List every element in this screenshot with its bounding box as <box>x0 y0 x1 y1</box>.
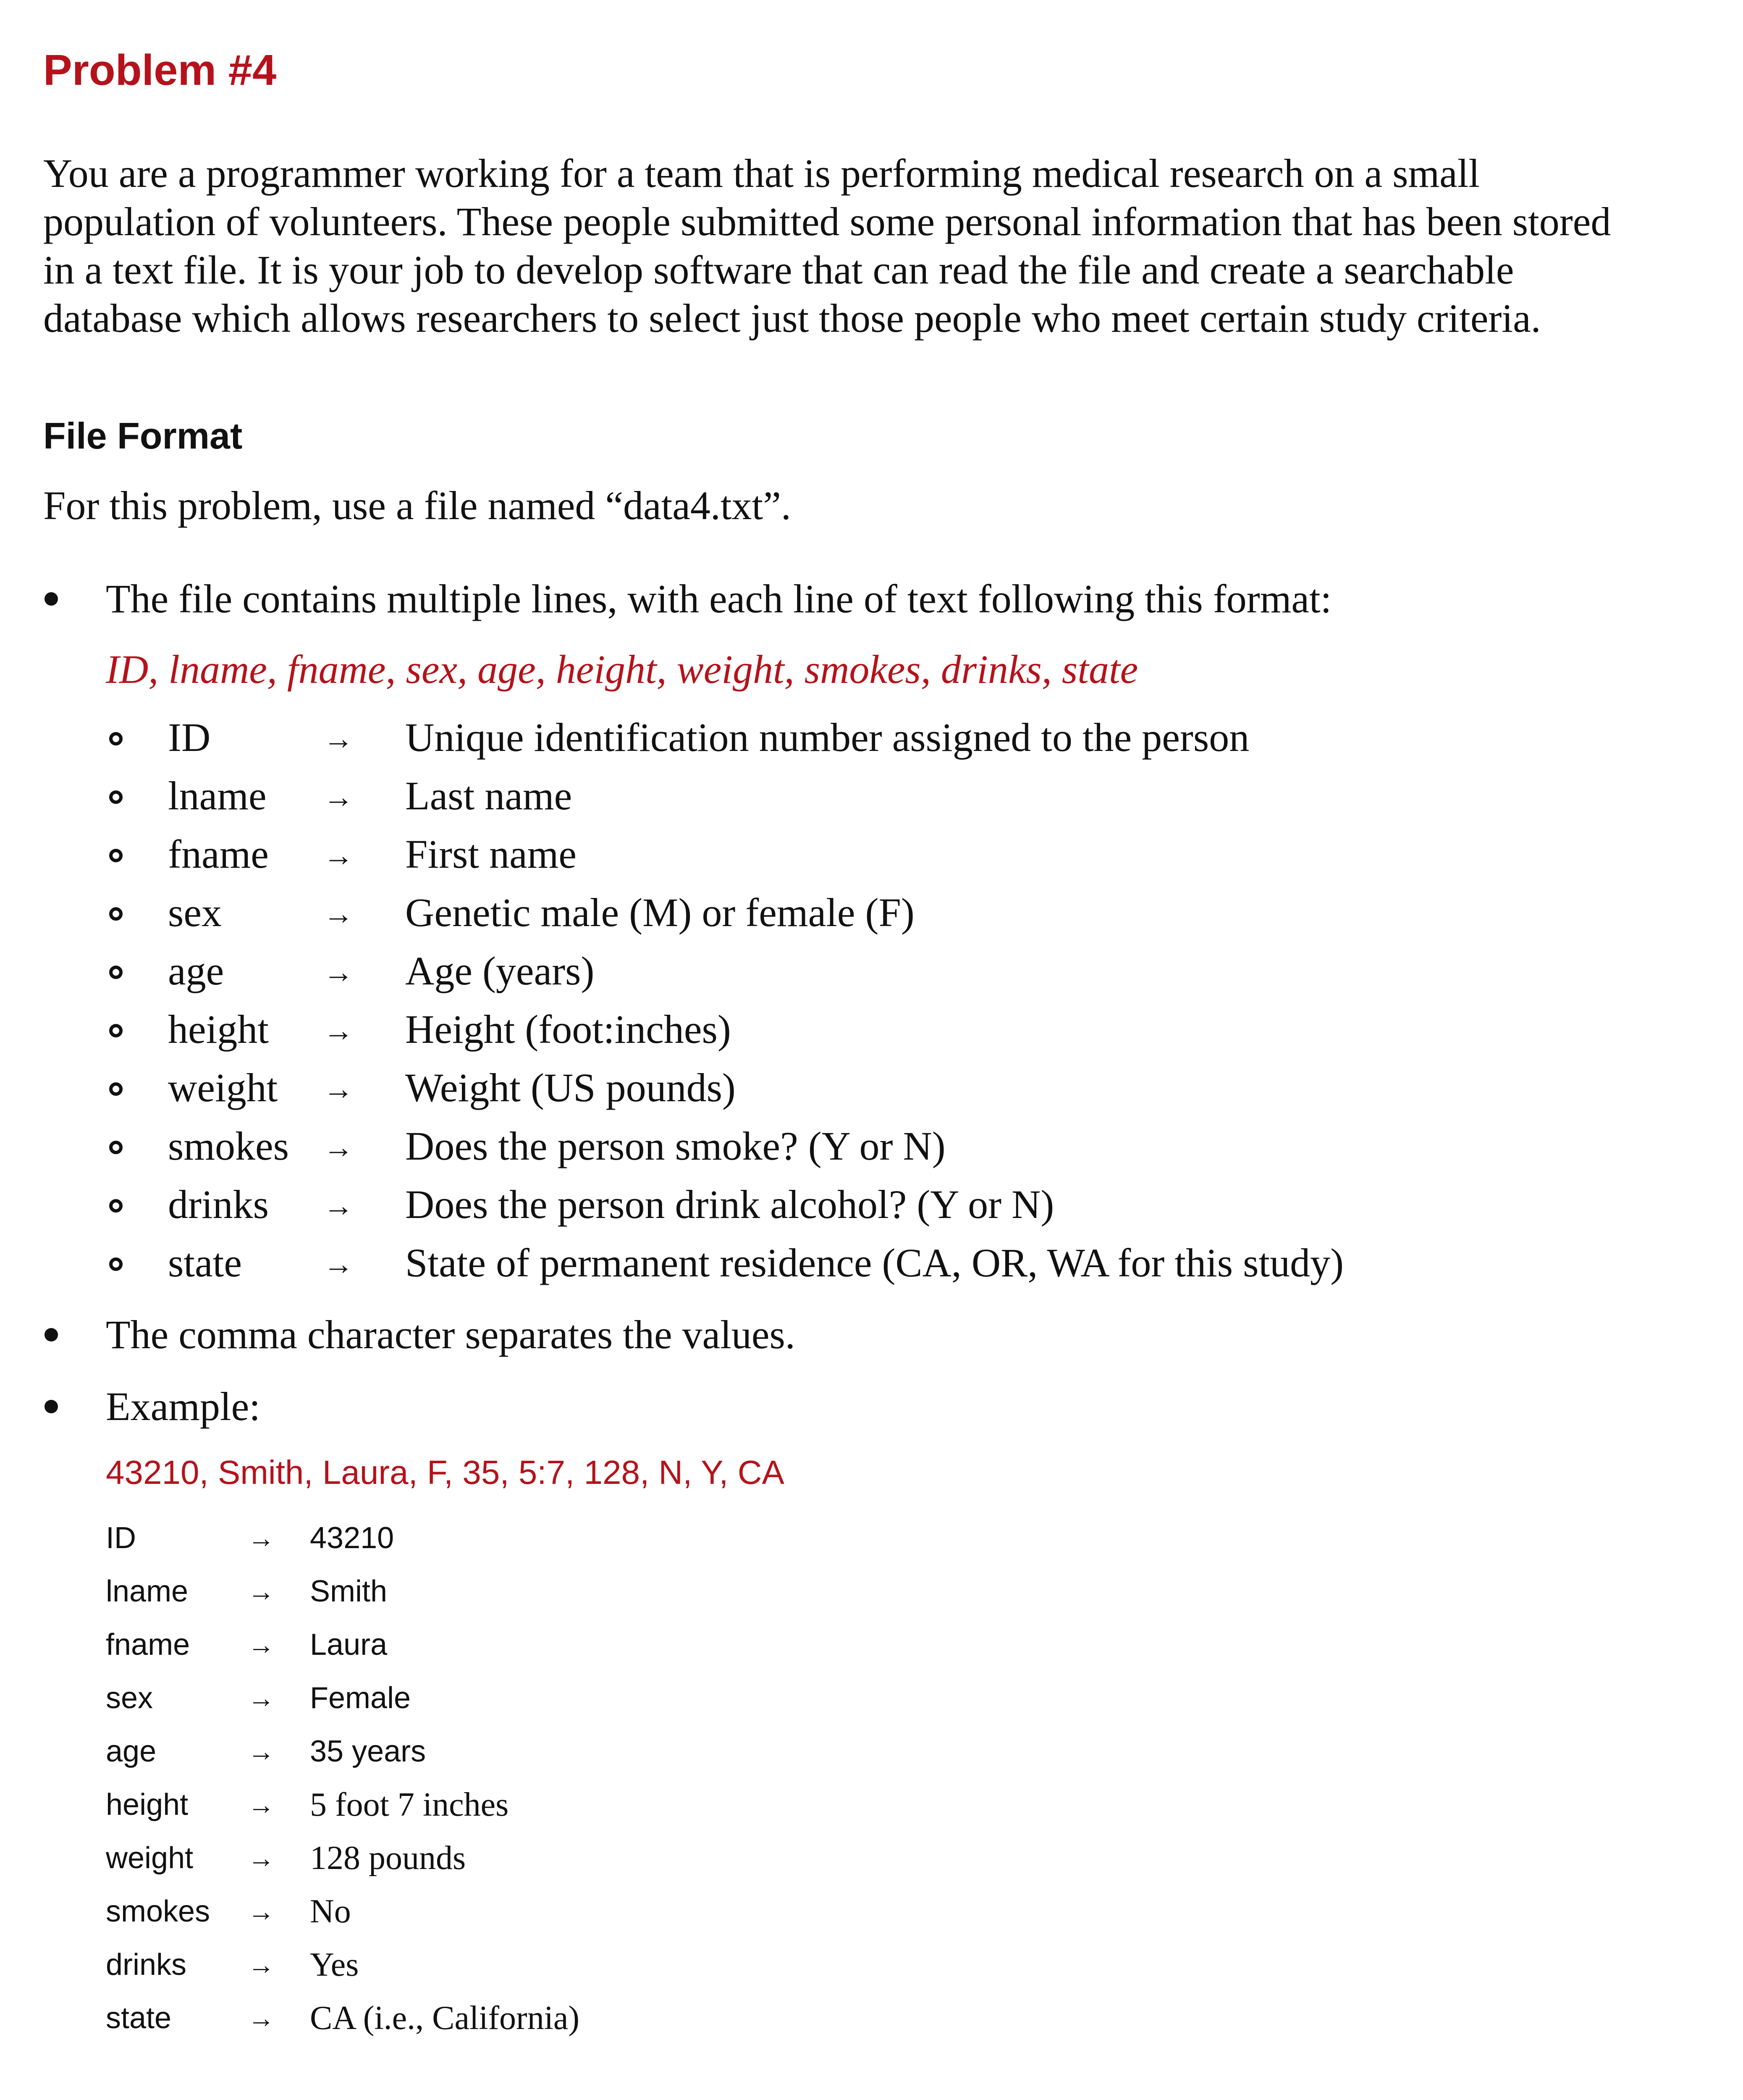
arrow-icon: → <box>248 1843 275 1873</box>
circle-bullet-icon <box>109 966 123 979</box>
field-desc: State of permanent residence (CA, OR, WA for this study) <box>405 1240 1344 1285</box>
example-field-name: age <box>106 1735 157 1768</box>
bullet-comma-text: The comma character separates the values. <box>106 1312 795 1357</box>
example-field-value: 35 years <box>310 1735 426 1768</box>
circle-bullet-icon <box>109 1024 123 1037</box>
bullet-example-text: Example: <box>106 1384 260 1429</box>
example-field-name: smokes <box>106 1895 210 1928</box>
field-name: lname <box>168 773 267 818</box>
example-field-name: height <box>106 1788 189 1822</box>
file-intro: For this problem, use a file named “data4.txt”. <box>43 483 791 528</box>
arrow-icon: → <box>248 1950 275 1980</box>
arrow-icon: → <box>248 2003 275 2033</box>
example-field-name: weight <box>106 1841 194 1875</box>
arrow-icon: → <box>248 1897 275 1927</box>
example-field-name: sex <box>106 1681 153 1715</box>
field-name: age <box>168 948 224 993</box>
example-field-name: lname <box>106 1575 189 1608</box>
example-field-value: 128 pounds <box>310 1840 466 1877</box>
bullet-format-text: The file contains multiple lines, with each line of text following this format: <box>106 576 1332 621</box>
arrow-icon: → <box>323 897 354 931</box>
field-desc: Genetic male (M) or female (F) <box>405 890 915 935</box>
arrow-icon: → <box>248 1737 275 1767</box>
field-desc: Age (years) <box>405 948 595 993</box>
example-field-name: ID <box>106 1521 136 1555</box>
arrow-icon: → <box>323 1131 354 1164</box>
field-desc: Does the person smoke? (Y or N) <box>405 1124 946 1168</box>
arrow-icon: → <box>248 1523 275 1553</box>
example-field-value: Smith <box>310 1575 388 1608</box>
page-title: Problem #4 <box>43 46 277 94</box>
example-field-name: drinks <box>106 1948 187 1982</box>
arrow-icon: → <box>323 722 354 756</box>
arrow-icon: → <box>323 1189 354 1223</box>
intro-line: You are a programmer working for a team that is performing medical research on a small <box>43 151 1480 196</box>
format-line: ID, lname, fname, sex, age, height, weight, smokes, drinks, state <box>106 647 1138 692</box>
example-field-value: CA (i.e., California) <box>310 2000 580 2037</box>
example-field-value: 43210 <box>310 1521 394 1555</box>
circle-bullet-icon <box>109 1257 123 1271</box>
circle-bullet-icon <box>109 1141 123 1154</box>
example-field-value: Female <box>310 1681 411 1715</box>
arrow-icon: → <box>323 1072 354 1106</box>
field-desc: Does the person drink alcohol? (Y or N) <box>405 1182 1054 1227</box>
arrow-icon: → <box>323 839 354 872</box>
arrow-icon: → <box>248 1683 275 1713</box>
example-line: 43210, Smith, Laura, F, 35, 5:7, 128, N, Y, CA <box>106 1454 784 1491</box>
section-heading: File Format <box>43 415 243 457</box>
intro-line: in a text file. It is your job to develop software that can read the file and create a searchable <box>43 247 1514 292</box>
intro-line: database which allows researchers to select just those people who meet certain study criteria. <box>43 296 1541 341</box>
intro-line: population of volunteers. These people submitted some personal information that has been stored <box>43 199 1611 244</box>
field-desc: Height (foot:inches) <box>405 1007 731 1052</box>
field-name: fname <box>168 832 269 877</box>
arrow-icon: → <box>248 1790 275 1820</box>
arrow-icon: → <box>323 956 354 989</box>
bullet-icon <box>45 1328 58 1341</box>
circle-bullet-icon <box>109 732 123 746</box>
field-name: smokes <box>168 1124 289 1168</box>
example-field-name: state <box>106 2001 172 2035</box>
arrow-icon: → <box>323 780 354 814</box>
example-field-value: 5 foot 7 inches <box>310 1786 509 1823</box>
example-field-value: No <box>310 1893 351 1930</box>
field-name: ID <box>168 715 211 760</box>
field-name: drinks <box>168 1182 269 1227</box>
bullet-icon <box>45 1400 58 1413</box>
example-field-name: fname <box>106 1628 190 1662</box>
circle-bullet-icon <box>109 1082 123 1096</box>
circle-bullet-icon <box>109 790 123 804</box>
arrow-icon: → <box>323 1014 354 1047</box>
example-field-value: Yes <box>310 1946 359 1983</box>
arrow-icon: → <box>323 1247 354 1281</box>
intro-paragraph <box>43 149 1706 342</box>
field-name: sex <box>168 890 222 935</box>
field-desc: Unique identification number assigned to the person <box>405 715 1250 760</box>
circle-bullet-icon <box>109 907 123 921</box>
circle-bullet-icon <box>109 849 123 862</box>
field-desc: Last name <box>405 773 572 818</box>
field-desc: First name <box>405 832 577 877</box>
field-desc: Weight (US pounds) <box>405 1065 736 1110</box>
arrow-icon: → <box>248 1577 275 1606</box>
circle-bullet-icon <box>109 1199 123 1213</box>
example-field-value: Laura <box>310 1628 388 1662</box>
field-name: height <box>168 1007 269 1052</box>
field-name: state <box>168 1240 242 1285</box>
arrow-icon: → <box>248 1630 275 1660</box>
field-name: weight <box>168 1065 278 1110</box>
bullet-icon <box>45 592 58 606</box>
